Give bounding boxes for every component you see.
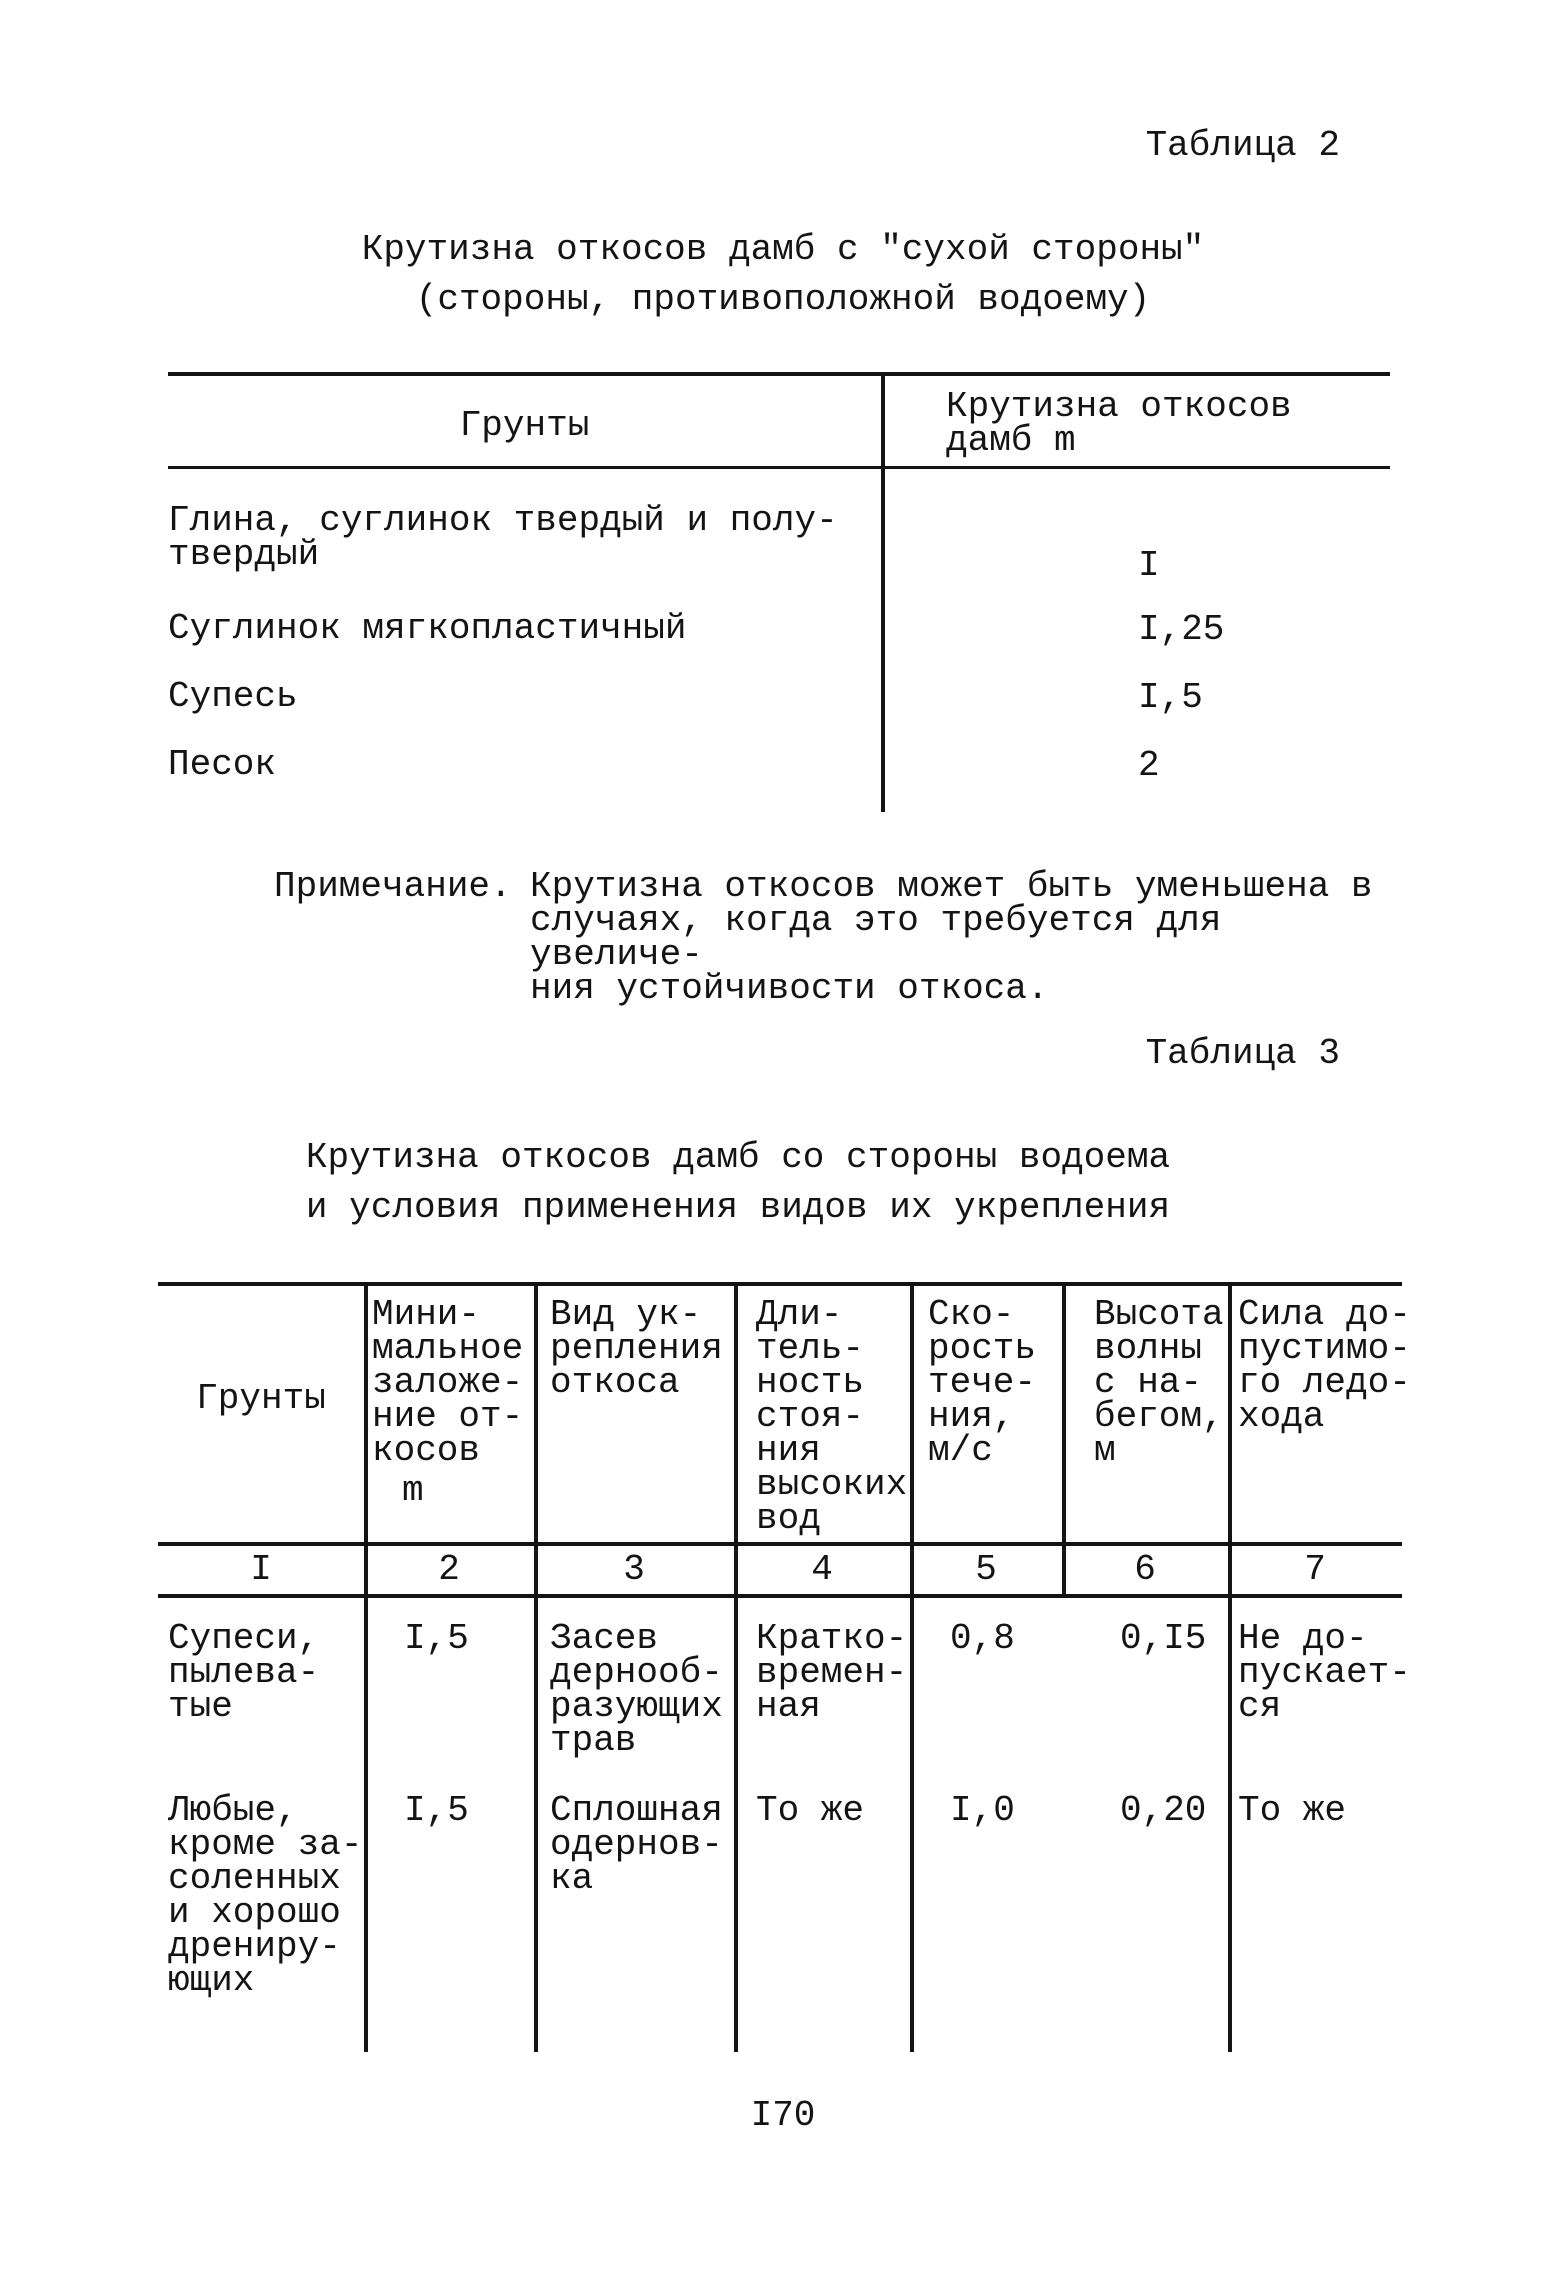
table2-header-slope-line2: дамб m bbox=[946, 420, 1076, 461]
header-line: ние от- bbox=[372, 1396, 524, 1437]
cell-line: разующих bbox=[550, 1686, 723, 1727]
column-number: 4 bbox=[811, 1549, 833, 1590]
header-line: Сила до- bbox=[1238, 1294, 1411, 1335]
header-line: стоя- bbox=[756, 1396, 865, 1437]
table2-header-slope-line1: Крутизна откосов bbox=[946, 386, 1292, 427]
table3-divider-2 bbox=[534, 1282, 538, 2052]
table3-header-min-slope bbox=[372, 1294, 524, 1511]
cell-line: Кратко- bbox=[756, 1618, 908, 1659]
note bbox=[274, 866, 1404, 1009]
table3-header-duration bbox=[756, 1294, 908, 1539]
page-number: I70 bbox=[750, 2095, 816, 2136]
header-line: пустимо- bbox=[1238, 1328, 1411, 1369]
header-line: ния bbox=[756, 1430, 821, 1471]
note-line1: Крутизна откосов может быть уменьшена в bbox=[530, 866, 1373, 907]
column-number: 5 bbox=[975, 1549, 997, 1590]
cell-line: Супеси, bbox=[168, 1618, 320, 1659]
cell-line: времен- bbox=[756, 1652, 908, 1693]
table3-row1-wave: 0,I5 bbox=[1120, 1618, 1207, 1659]
table3-header-flow-speed bbox=[928, 1294, 1037, 1471]
header-line: м/с bbox=[928, 1430, 993, 1471]
header-line: волны bbox=[1094, 1328, 1203, 1369]
header-line: вод bbox=[756, 1498, 821, 1539]
cell-line: Сплошная bbox=[550, 1790, 723, 1831]
table3-title-line1: Крутизна откосов дамб со стороны водоема bbox=[305, 1137, 1171, 1178]
header-line: рость bbox=[928, 1328, 1037, 1369]
header-line: тече- bbox=[928, 1362, 1037, 1403]
table3-header-wave-height bbox=[1094, 1294, 1224, 1471]
cell-line: пылева- bbox=[168, 1652, 320, 1693]
cell-line: и хорошо bbox=[168, 1892, 341, 1933]
table3-divider-6 bbox=[1228, 1282, 1232, 2052]
column-number: 3 bbox=[623, 1549, 645, 1590]
note-line3: ния устойчивости откоса. bbox=[530, 968, 1049, 1009]
cell-line: соленных bbox=[168, 1858, 341, 1899]
table2-slope-value: 2 bbox=[1138, 745, 1160, 786]
cell-line: пускает- bbox=[1238, 1652, 1411, 1693]
table3-divider-4 bbox=[910, 1282, 914, 2052]
table3-divider-3 bbox=[734, 1282, 738, 2052]
table3-top-rule bbox=[158, 1282, 1402, 1286]
table3-row2-duration: То же bbox=[756, 1790, 865, 1831]
header-line: го ледо- bbox=[1238, 1362, 1411, 1403]
table2-header-slope bbox=[946, 386, 1386, 461]
note-text bbox=[530, 866, 1410, 1009]
table2-slope-value: I,5 bbox=[1138, 677, 1203, 718]
table3-header-ice bbox=[1238, 1294, 1411, 1437]
table3-row2-speed: I,0 bbox=[950, 1790, 1015, 1831]
header-line: косов bbox=[372, 1430, 481, 1471]
table2-top-rule bbox=[168, 372, 1390, 376]
header-line: бегом, bbox=[1094, 1396, 1224, 1437]
table2-header-soil: Грунты bbox=[459, 405, 590, 446]
table3-row2-wave: 0,20 bbox=[1120, 1790, 1207, 1831]
cell-line: Не до- bbox=[1238, 1618, 1368, 1659]
table2-label: Таблица 2 bbox=[1145, 125, 1340, 166]
cell-line: дернооб- bbox=[550, 1652, 723, 1693]
table2-soil bbox=[168, 500, 868, 575]
header-line: Высота bbox=[1094, 1294, 1224, 1335]
cell-line: Любые, bbox=[168, 1790, 298, 1831]
header-line: m bbox=[402, 1470, 424, 1511]
table2-slope-value: I bbox=[1138, 545, 1160, 586]
table2-soil-line2: твердый bbox=[168, 534, 320, 575]
table3-title-line2: и условия применения видов их укрепления bbox=[305, 1187, 1171, 1228]
header-line: Ско- bbox=[928, 1294, 1015, 1335]
header-line: откоса bbox=[550, 1362, 680, 1403]
cell-line: трав bbox=[550, 1720, 637, 1761]
table3-row1-speed: 0,8 bbox=[950, 1618, 1015, 1659]
column-number: 7 bbox=[1304, 1549, 1326, 1590]
table2-soil: Суглинок мягкопластичный bbox=[168, 608, 687, 649]
header-line: Вид ук- bbox=[550, 1294, 702, 1335]
table3-row2-slope: I,5 bbox=[404, 1790, 469, 1831]
table2-soil-line1: Глина, суглинок твердый и полу- bbox=[168, 500, 838, 541]
cell-line: ка bbox=[550, 1858, 594, 1899]
table2-slope-value: I,25 bbox=[1138, 609, 1225, 650]
cell-line: Засев bbox=[550, 1618, 659, 1659]
column-number: 2 bbox=[438, 1549, 460, 1590]
table2 bbox=[168, 372, 1390, 812]
table3-header-rule bbox=[158, 1542, 1402, 1546]
header-line: ния, bbox=[928, 1396, 1015, 1437]
table3-row1-slope: I,5 bbox=[404, 1618, 469, 1659]
table3-row1-soil bbox=[168, 1618, 320, 1727]
table2-soil: Супесь bbox=[168, 676, 298, 717]
table3-row1-type bbox=[550, 1618, 723, 1761]
table3-row2-soil bbox=[168, 1790, 363, 2001]
table2-soil: Песок bbox=[168, 744, 277, 785]
note-label: Примечание. bbox=[274, 866, 512, 907]
column-number: I bbox=[250, 1549, 272, 1590]
cell-line: ная bbox=[756, 1686, 821, 1727]
table3 bbox=[158, 1282, 1411, 2052]
table3-divider-5 bbox=[1062, 1282, 1066, 1594]
table3-label: Таблица 3 bbox=[1145, 1033, 1340, 1074]
table3-row1-duration bbox=[756, 1618, 908, 1727]
table2-title-line1: Крутизна откосов дамб с "сухой стороны" bbox=[361, 229, 1205, 270]
header-line: ность bbox=[756, 1362, 865, 1403]
table2-title-line2: (стороны, противоположной водоему) bbox=[415, 279, 1151, 320]
header-line: хода bbox=[1238, 1396, 1325, 1437]
table3-header-reinforcement-type bbox=[550, 1294, 723, 1403]
header-line: Дли- bbox=[756, 1294, 843, 1335]
header-line: заложе- bbox=[372, 1362, 524, 1403]
table3-row1-ice bbox=[1238, 1618, 1411, 1727]
table3-divider-1 bbox=[364, 1282, 368, 2052]
cell-line: кроме за- bbox=[168, 1824, 363, 1865]
header-line: м bbox=[1094, 1430, 1116, 1471]
column-number: 6 bbox=[1134, 1549, 1156, 1590]
note-line2: случаях, когда это требуется для увеличе- bbox=[530, 900, 1222, 975]
header-line: с на- bbox=[1094, 1362, 1203, 1403]
header-line: высоких bbox=[756, 1464, 908, 1505]
table2-column-divider bbox=[881, 372, 885, 812]
cell-line: одернов- bbox=[550, 1824, 723, 1865]
cell-line: ся bbox=[1238, 1686, 1282, 1727]
table3-row2-type bbox=[550, 1790, 723, 1899]
header-line: мальное bbox=[372, 1328, 524, 1369]
table2-header-rule bbox=[168, 466, 1390, 469]
cell-line: дрениру- bbox=[168, 1926, 341, 1967]
header-line: тель- bbox=[756, 1328, 865, 1369]
cell-line: ющих bbox=[168, 1960, 255, 2001]
table3-numbers-rule bbox=[158, 1594, 1402, 1598]
header-line: Мини- bbox=[372, 1294, 481, 1335]
header-line: репления bbox=[550, 1328, 723, 1369]
table3-row2-ice: То же bbox=[1238, 1790, 1347, 1831]
cell-line: тые bbox=[168, 1686, 233, 1727]
table3-header-soil: Грунты bbox=[196, 1378, 326, 1419]
